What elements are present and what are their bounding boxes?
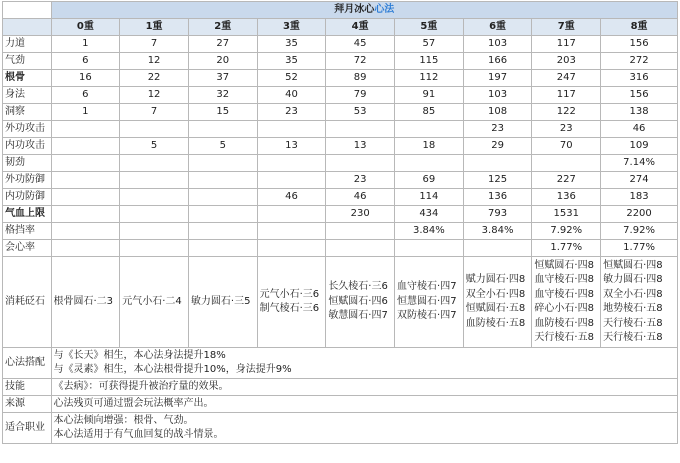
stat-value xyxy=(326,155,395,172)
stat-value xyxy=(257,121,326,138)
stone-entry: 根骨圆石·二3 xyxy=(53,295,114,307)
stat-value: 1531 xyxy=(532,206,601,223)
stat-value: 103 xyxy=(463,87,532,104)
stat-value: 7 xyxy=(120,36,189,53)
stat-value xyxy=(120,223,189,240)
pairing-row xyxy=(3,348,678,379)
stat-value: 7.14% xyxy=(601,155,678,172)
stat-value: 23 xyxy=(257,104,326,121)
stat-row xyxy=(3,104,678,121)
source-label: 来源 xyxy=(3,396,52,413)
stat-value: 72 xyxy=(326,53,395,70)
stat-row xyxy=(3,172,678,189)
stat-value: 203 xyxy=(532,53,601,70)
stat-value: 13 xyxy=(326,138,395,155)
skill-row xyxy=(3,379,678,396)
stat-value: 272 xyxy=(601,53,678,70)
corner-cell xyxy=(3,2,52,19)
suits-row xyxy=(3,413,678,444)
stat-value: 112 xyxy=(395,70,464,87)
stat-value xyxy=(463,155,532,172)
stones-cell xyxy=(601,257,678,348)
stones-cell xyxy=(120,257,189,348)
stat-label: 身法 xyxy=(3,87,52,104)
stat-value: 227 xyxy=(532,172,601,189)
stat-value: 122 xyxy=(532,104,601,121)
stat-value xyxy=(257,172,326,189)
stat-value xyxy=(188,155,257,172)
stat-value: 23 xyxy=(463,121,532,138)
suits-label: 适合职业 xyxy=(3,413,52,444)
stone-entry: 恒慧圆石·四7 xyxy=(397,295,457,307)
stat-value xyxy=(257,240,326,257)
stat-value xyxy=(51,223,120,240)
level-header: 6重 xyxy=(463,19,532,36)
level-header: 1重 xyxy=(120,19,189,36)
stones-label: 消耗砭石 xyxy=(3,257,52,348)
stat-value: 6 xyxy=(51,87,120,104)
stat-label: 内功防御 xyxy=(3,189,52,206)
stat-value xyxy=(257,155,326,172)
stat-value xyxy=(51,138,120,155)
stat-value: 3.84% xyxy=(463,223,532,240)
stat-row xyxy=(3,138,678,155)
stat-value xyxy=(326,223,395,240)
stat-label: 洞察 xyxy=(3,104,52,121)
title-prefix: 拜月冰心 xyxy=(334,4,375,15)
stone-entry: 敏力圆石·四8 xyxy=(603,274,663,285)
stat-value: 57 xyxy=(395,36,464,53)
stat-value: 136 xyxy=(532,189,601,206)
stat-value: 136 xyxy=(463,189,532,206)
stones-cell xyxy=(532,257,601,348)
stat-label: 力道 xyxy=(3,36,52,53)
stat-value xyxy=(51,189,120,206)
stat-value: 5 xyxy=(120,138,189,155)
stat-value: 125 xyxy=(463,172,532,189)
stat-value: 70 xyxy=(532,138,601,155)
stone-entry: 恒赋圆石·四8 xyxy=(603,259,663,271)
stat-value: 156 xyxy=(601,87,678,104)
stat-value: 40 xyxy=(257,87,326,104)
stat-row xyxy=(3,189,678,206)
stat-value: 69 xyxy=(395,172,464,189)
stat-value: 53 xyxy=(326,104,395,121)
stat-value: 32 xyxy=(188,87,257,104)
stone-entry: 血守棱石·四7 xyxy=(397,281,457,293)
stone-entry: 双全小石·四8 xyxy=(603,288,663,300)
stat-value: 115 xyxy=(395,53,464,70)
stat-value: 18 xyxy=(395,138,464,155)
stone-entry: 敏力圆石·三5 xyxy=(190,295,251,307)
stone-entry: 恒赋圆石·四6 xyxy=(328,295,388,307)
stat-value: 117 xyxy=(532,36,601,53)
stat-value xyxy=(188,223,257,240)
stones-cell xyxy=(395,257,464,348)
stones-cell xyxy=(326,257,395,348)
level-header: 3重 xyxy=(257,19,326,36)
source-text xyxy=(51,396,678,413)
stat-value xyxy=(51,155,120,172)
stat-value: 12 xyxy=(120,87,189,104)
stat-value: 1 xyxy=(51,36,120,53)
stat-value xyxy=(326,121,395,138)
stat-value: 793 xyxy=(463,206,532,223)
stat-value: 1 xyxy=(51,104,120,121)
stones-cell xyxy=(51,257,120,348)
stat-value xyxy=(51,240,120,257)
source-row xyxy=(3,396,678,413)
stat-value xyxy=(120,240,189,257)
stat-value: 1.77% xyxy=(601,240,678,257)
suits-line: 本心法倾向增强：根骨、气劲。 xyxy=(53,415,194,426)
stat-row xyxy=(3,155,678,172)
stat-value: 27 xyxy=(188,36,257,53)
stone-entry: 碎心小石·四8 xyxy=(534,303,594,314)
pairing-line: 与《长天》相生，本心法身法提升18% xyxy=(53,350,226,361)
stat-label: 韧劲 xyxy=(3,155,52,172)
level-header: 5重 xyxy=(395,19,464,36)
skill-line: 《去病》：可获得提升被治疗量的效果。 xyxy=(53,381,229,392)
stat-label: 外功攻击 xyxy=(3,121,52,138)
stat-value xyxy=(120,189,189,206)
title-suffix: 心法 xyxy=(374,4,395,15)
stat-value: 23 xyxy=(532,121,601,138)
stat-value: 183 xyxy=(601,189,678,206)
pairing-line: 与《灵素》相生，本心法根骨提升10%，身法提升9% xyxy=(53,364,292,375)
stat-value xyxy=(51,121,120,138)
stone-entry: 敏慧圆石·四7 xyxy=(328,310,388,322)
stat-value: 316 xyxy=(601,70,678,87)
stat-value: 22 xyxy=(120,70,189,87)
stat-value xyxy=(120,172,189,189)
stat-value xyxy=(188,189,257,206)
stat-value: 45 xyxy=(326,36,395,53)
pairing-label: 心法搭配 xyxy=(3,348,52,379)
stat-label: 内功攻击 xyxy=(3,138,52,155)
stat-label: 格挡率 xyxy=(3,223,52,240)
stone-entry: 制气棱石·三6 xyxy=(259,303,320,314)
stones-row xyxy=(3,257,678,348)
stat-label: 气血上限 xyxy=(3,206,52,223)
stone-entry: 长久棱石·三6 xyxy=(328,281,388,293)
stat-value: 46 xyxy=(257,189,326,206)
stone-entry: 赋力圆石·四8 xyxy=(465,274,526,285)
stones-cell xyxy=(257,257,326,348)
stone-entry: 双防棱石·四7 xyxy=(397,310,457,322)
stat-value: 52 xyxy=(257,70,326,87)
stat-value: 35 xyxy=(257,36,326,53)
stat-value xyxy=(188,206,257,223)
level-header-row xyxy=(3,19,678,36)
stat-value: 16 xyxy=(51,70,120,87)
stat-row xyxy=(3,121,678,138)
stat-value: 3.84% xyxy=(395,223,464,240)
stat-value xyxy=(51,172,120,189)
stat-value: 166 xyxy=(463,53,532,70)
stat-value: 13 xyxy=(257,138,326,155)
stat-value: 103 xyxy=(463,36,532,53)
stat-value: 12 xyxy=(120,53,189,70)
stat-value xyxy=(188,121,257,138)
stone-entry: 元气小石·三6 xyxy=(259,288,320,300)
stat-value: 23 xyxy=(326,172,395,189)
stat-label: 会心率 xyxy=(3,240,52,257)
stone-entry: 天行棱石·五8 xyxy=(603,317,663,329)
stat-label: 外功防御 xyxy=(3,172,52,189)
stat-label: 根骨 xyxy=(3,70,52,87)
stat-value: 91 xyxy=(395,87,464,104)
stat-value: 20 xyxy=(188,53,257,70)
level-header: 2重 xyxy=(188,19,257,36)
stat-value xyxy=(257,206,326,223)
suits-line: 本心法适用于有气血回复的战斗情景。 xyxy=(53,429,224,440)
table-title xyxy=(51,2,678,19)
stat-value: 29 xyxy=(463,138,532,155)
stat-row xyxy=(3,206,678,223)
stone-entry: 地势棱石·五8 xyxy=(603,303,663,314)
stat-row xyxy=(3,87,678,104)
level-header: 8重 xyxy=(601,19,678,36)
level-header: 0重 xyxy=(51,19,120,36)
stat-value xyxy=(188,240,257,257)
stat-row xyxy=(3,223,678,240)
stat-label: 气劲 xyxy=(3,53,52,70)
stat-value: 46 xyxy=(326,189,395,206)
stat-row xyxy=(3,240,678,257)
stat-value xyxy=(188,172,257,189)
stone-entry: 天行棱石·五8 xyxy=(603,332,663,343)
stat-value xyxy=(120,206,189,223)
stat-value xyxy=(51,206,120,223)
stone-entry: 双全小石·四8 xyxy=(465,288,526,300)
stat-value: 15 xyxy=(188,104,257,121)
stat-value: 117 xyxy=(532,87,601,104)
skill-text xyxy=(51,379,678,396)
source-line: 心法残页可通过盟会玩法概率产出。 xyxy=(53,398,214,409)
stat-value: 89 xyxy=(326,70,395,87)
stat-value: 156 xyxy=(601,36,678,53)
stat-value: 79 xyxy=(326,87,395,104)
stat-value: 1.77% xyxy=(532,240,601,257)
stone-entry: 天行棱石·五8 xyxy=(534,332,594,343)
stat-value: 7.92% xyxy=(601,223,678,240)
stat-value xyxy=(395,155,464,172)
stat-value xyxy=(395,240,464,257)
level-header: 4重 xyxy=(326,19,395,36)
stone-entry: 恒赋圆石·四8 xyxy=(534,259,594,271)
level-header-corner xyxy=(3,19,52,36)
stat-value: 7 xyxy=(120,104,189,121)
stat-value: 35 xyxy=(257,53,326,70)
suits-text xyxy=(51,413,678,444)
stat-row xyxy=(3,36,678,53)
stone-entry: 血守棱石·四8 xyxy=(534,288,594,300)
level-header: 7重 xyxy=(532,19,601,36)
stone-entry: 血防棱石·四8 xyxy=(534,317,594,329)
stat-value: 274 xyxy=(601,172,678,189)
stat-row xyxy=(3,53,678,70)
stat-value: 6 xyxy=(51,53,120,70)
stat-value: 7.92% xyxy=(532,223,601,240)
stone-entry: 元气小石·二4 xyxy=(122,295,182,307)
stat-value: 109 xyxy=(601,138,678,155)
stat-value: 108 xyxy=(463,104,532,121)
stone-entry: 血守棱石·四8 xyxy=(534,274,594,285)
stat-value xyxy=(120,155,189,172)
stat-row xyxy=(3,70,678,87)
stat-value: 46 xyxy=(601,121,678,138)
stat-value xyxy=(257,223,326,240)
stat-value xyxy=(532,155,601,172)
stones-cell xyxy=(188,257,257,348)
stat-value: 434 xyxy=(395,206,464,223)
stat-value: 230 xyxy=(326,206,395,223)
stat-value: 37 xyxy=(188,70,257,87)
stat-value: 247 xyxy=(532,70,601,87)
stat-value: 85 xyxy=(395,104,464,121)
stat-value xyxy=(120,121,189,138)
xinfa-table xyxy=(2,1,678,444)
stat-value: 2200 xyxy=(601,206,678,223)
stat-value: 114 xyxy=(395,189,464,206)
stones-cell xyxy=(463,257,532,348)
stone-entry: 恒赋圆石·五8 xyxy=(465,303,526,314)
stat-value: 197 xyxy=(463,70,532,87)
stat-value xyxy=(326,240,395,257)
stat-value xyxy=(463,240,532,257)
pairing-text xyxy=(51,348,678,379)
skill-label: 技能 xyxy=(3,379,52,396)
stat-value: 5 xyxy=(188,138,257,155)
stat-value xyxy=(395,121,464,138)
stone-entry: 血防棱石·五8 xyxy=(465,317,526,329)
stat-value: 138 xyxy=(601,104,678,121)
